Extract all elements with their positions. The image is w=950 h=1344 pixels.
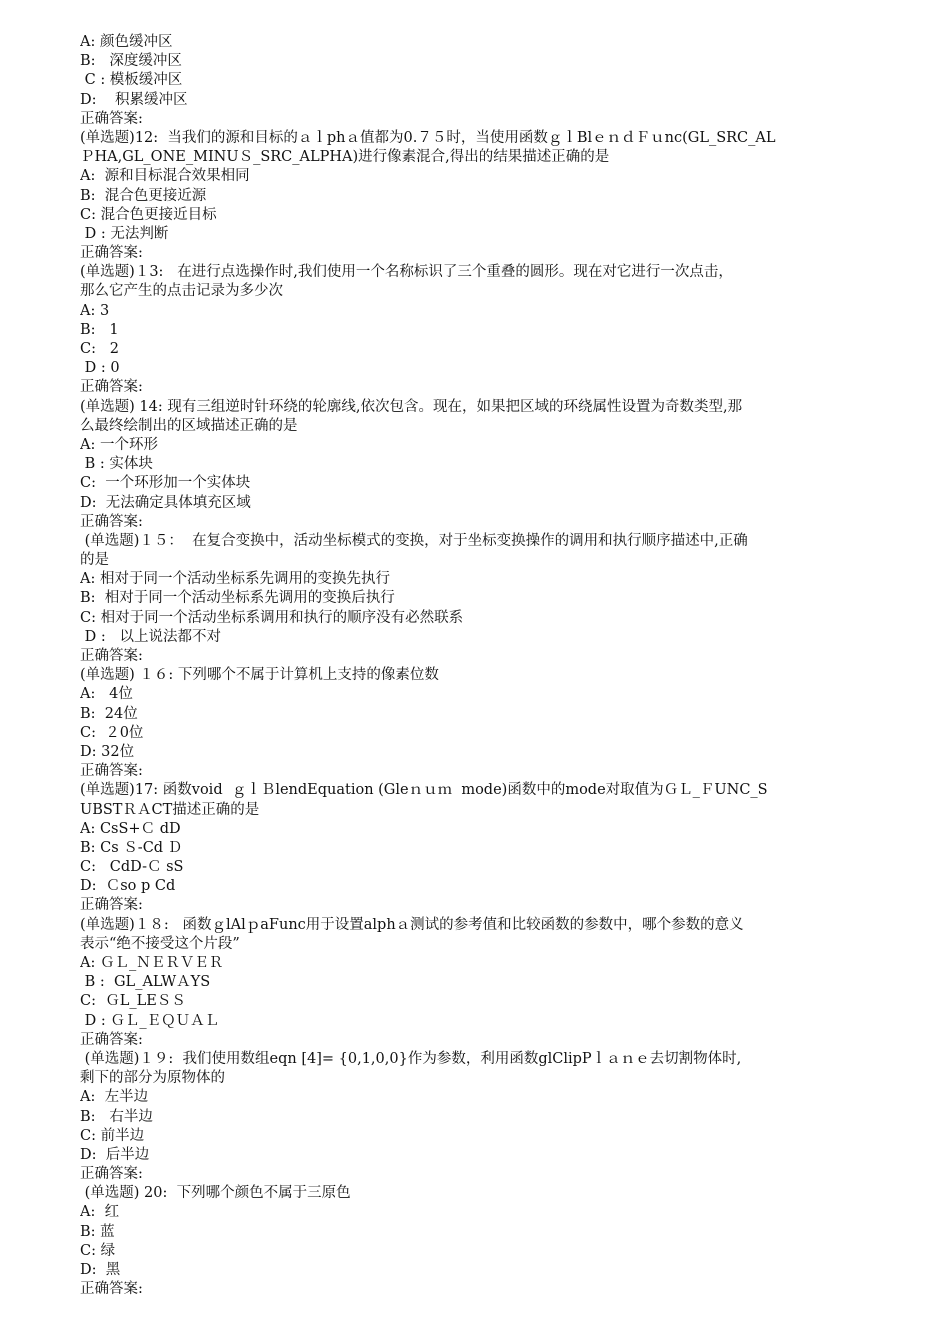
text-line: A: ＧＬ_ＮＥＲＶＥＲ	[80, 955, 224, 971]
text-line: (单选题)１５： 在复合变换中，活动坐标模式的变换，对于坐标变换操作的调用和执行顺序描述中,正确	[80, 532, 748, 549]
text-line: B: 右半边	[80, 1108, 153, 1125]
text-line: ＰHA,GL_ONE_MINUＳ_SRC_ALPHA)进行像素混合,得出的结果描述正确的是	[80, 149, 610, 166]
text-line: C : 模板缓冲区	[80, 72, 183, 89]
text-line: 那么它产生的点击记录为多少次	[80, 283, 283, 300]
text-line: B: 蓝	[80, 1223, 115, 1240]
text-line: C: 混合色更接近目标	[80, 206, 217, 223]
text-line: D : ＧＬ_ＥＱＵＡＬ	[80, 1012, 220, 1029]
text-line: B: 相对于同一个活动坐标系先调用的变换后执行	[80, 590, 395, 607]
text-line: 么最终绘制出的区域描述正确的是	[80, 417, 298, 434]
text-line: (单选题)12: 当我们的源和目标的ａｌphａ值都为0.７５时，当使用函数ｇｌBlｅｎｄＦｕnc(GL_SRC_AL	[80, 129, 776, 146]
text-line: A: 3	[80, 302, 110, 319]
text-line: (单选题)17: 函数void ｇｌＢlendEquation (Gleｎｕｍ mode)函数中的mode对取值为ＧＬ_ＦUNC_S	[80, 782, 768, 799]
text-line: 正确答案:	[80, 1031, 143, 1048]
text-line: 表示“绝不接受这个片段”	[80, 935, 240, 952]
text-line: C: 相对于同一个活动坐标系调用和执行的顺序没有必然联系	[80, 609, 464, 626]
text-line: B: 混合色更接近源	[80, 187, 207, 204]
text-line: D: 积累缓冲区	[80, 91, 188, 108]
document-body	[80, 33, 880, 1299]
text-line: D: 无法确定具体填充区域	[80, 494, 251, 511]
text-line: B: 深度缓冲区	[80, 53, 182, 70]
text-line: B: 24位	[80, 705, 138, 722]
text-line: D: 黑	[80, 1262, 121, 1278]
text-line: D: 32位	[80, 743, 135, 760]
text-line: (单选题)１８: 函数ｇlAlｐaFunc用于设置alphａ测试的参考值和比较函数的参数中，哪个参数的意义	[80, 916, 744, 933]
text-line: D: Ｃso p Cd	[80, 878, 176, 895]
text-line: D: 后半边	[80, 1146, 150, 1163]
text-line: C: ＧL_LEＳＳ	[80, 993, 186, 1010]
text-line: 正确答案:	[80, 513, 143, 530]
text-line: A: 颜色缓冲区	[80, 34, 173, 50]
text-line: 正确答案:	[80, 245, 143, 262]
text-line: (单选题) 20: 下列哪个颜色不属于三原色	[80, 1185, 351, 1202]
text-line: 正确答案:	[80, 897, 143, 914]
text-line: 剩下的部分为原物体的	[80, 1070, 225, 1087]
text-line: 正确答案:	[80, 110, 143, 127]
text-line: B: 1	[80, 321, 119, 338]
text-line: C: 绿	[80, 1242, 116, 1259]
text-line: UBSTＲＡCT描述正确的是	[80, 801, 260, 818]
text-line: (单选题)１3: 在进行点选操作时,我们使用一个名称标识了三个重叠的圆形。现在对它进行一次点击，	[80, 264, 733, 281]
text-line: C: ２0位	[80, 724, 144, 741]
text-line: D : 无法判断	[80, 225, 169, 242]
text-line: A: CsS+Ｃ dD	[80, 820, 181, 837]
text-line: 正确答案:	[80, 763, 143, 780]
text-line: B : GL_ALWＡYS	[80, 974, 211, 991]
text-line: D : 以上说法都不对	[80, 628, 222, 645]
text-line: A: 4位	[80, 686, 133, 703]
text-line: B: Cs Ｓ-Cd Ｄ	[80, 839, 183, 856]
text-line: C: CdD-Ｃ sS	[80, 859, 184, 876]
text-line: (单选题) 14: 现有三组逆时针环绕的轮廓线,依次包含。现在，如果把区域的环绕属性设置为奇数类型,那	[80, 398, 743, 415]
text-line: 正确答案:	[80, 1166, 143, 1183]
text-line: (单选题) １６: 下列哪个不属于计算机上支持的像素位数	[80, 667, 439, 684]
text-line: 正确答案:	[80, 379, 143, 396]
text-line: 正确答案:	[80, 648, 143, 664]
text-line: A: 相对于同一个活动坐标系先调用的变换先执行	[80, 571, 390, 588]
text-line: B : 实体块	[80, 456, 153, 473]
text-line: A: 红	[80, 1204, 120, 1221]
text-line: C: 2	[80, 341, 120, 357]
text-line: C: 前半边	[80, 1127, 145, 1144]
text-line: C: 一个环形加一个实体块	[80, 475, 251, 492]
text-line: 正确答案:	[80, 1281, 143, 1298]
text-line: A: 源和目标混合效果相同	[80, 168, 250, 185]
text-line: 的是	[80, 552, 109, 569]
text-line: (单选题)１９: 我们使用数组eqn [4]= {0,1,0,0}作为参数，利用函数glClipPｌａｎｅ去切割物体时,	[80, 1050, 742, 1067]
text-line: D : 0	[80, 360, 120, 377]
text-line: A: 一个环形	[80, 436, 158, 453]
text-line: A: 左半边	[80, 1089, 149, 1106]
